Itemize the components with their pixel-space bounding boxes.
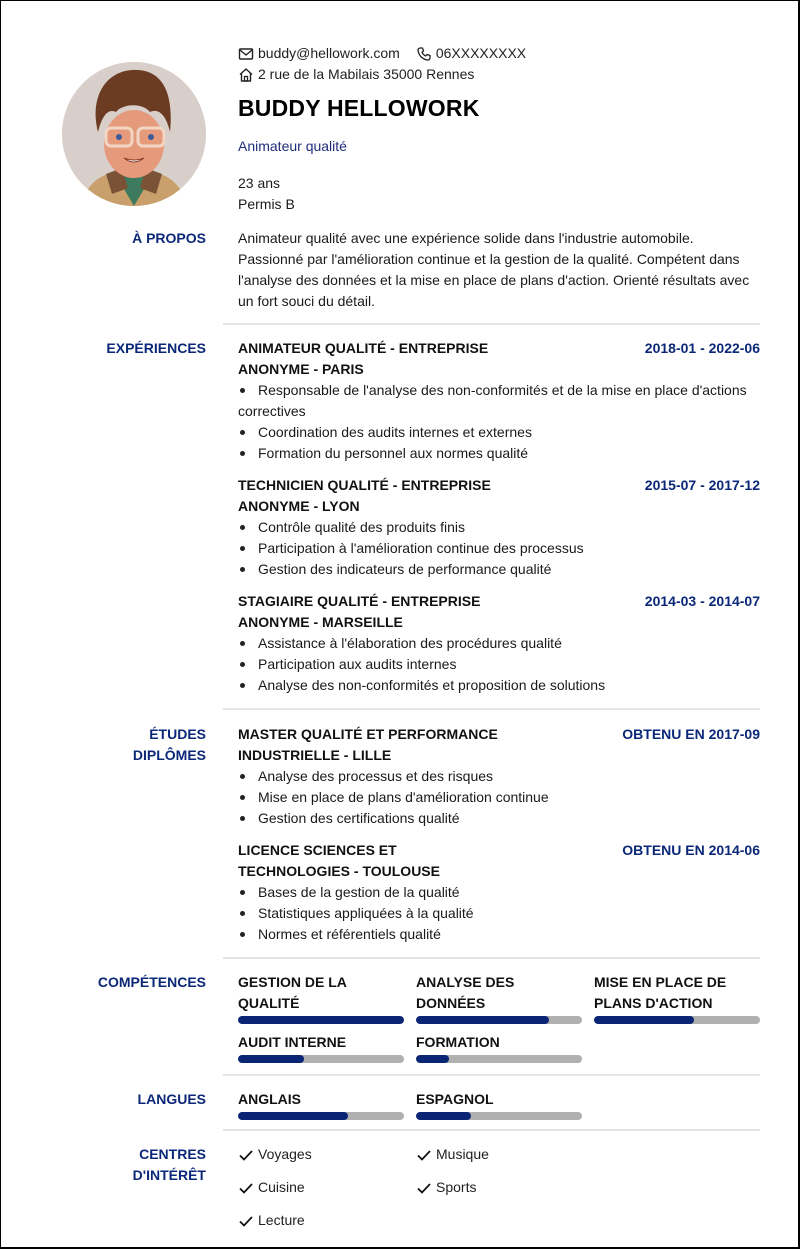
interest-item (238, 1177, 416, 1198)
about-text: Animateur qualité avec une expérience solide dans l'industrie automobile. Passionné par l'amélioration continue et la gestion de la qualité. Compétent dans l'analyse des données et la mise en place de plans d'action. Orienté résultats avec un fort souci du détail. (238, 230, 750, 309)
experience-entry (238, 338, 760, 464)
bullet-item: Assistance à l'élaboration des procédures qualité (238, 633, 760, 654)
candidate-name: BUDDY HELLOWORK (238, 95, 480, 121)
bullet-item: Analyse des processus et des risques (238, 766, 760, 787)
interests-list (238, 1144, 760, 1231)
interest-label: Sports (436, 1179, 477, 1195)
skill-name: FORMATION (416, 1034, 500, 1050)
about-heading: À PROPOS (132, 230, 206, 246)
bullet-item: Analyse des non-conformités et proposition de solutions (238, 675, 760, 696)
education-title: LICENCE SCIENCES ET TECHNOLOGIES - TOULOUSE (238, 842, 440, 879)
address-text: 2 rue de la Mabilais 35000 Rennes (258, 66, 475, 82)
bullet-item: Gestion des indicateurs de performance qualité (238, 559, 760, 580)
bullet-item: Participation aux audits internes (238, 654, 760, 675)
skill-name: AUDIT INTERNE (238, 1034, 347, 1050)
skill-level-fill (416, 1016, 549, 1024)
interests-heading (61, 1144, 206, 1186)
bullet-item: Formation du personnel aux normes qualité (238, 443, 760, 464)
divider (223, 708, 760, 710)
education-list (238, 724, 760, 956)
avatar (62, 62, 206, 206)
experiences-list (238, 338, 760, 707)
skill-item (594, 972, 760, 1024)
contact-row (238, 43, 760, 64)
divider (223, 1074, 760, 1076)
check-icon (238, 1213, 254, 1229)
language-item (238, 1089, 404, 1120)
bullet-item: Contrôle qualité des produits finis (238, 517, 760, 538)
skill-level-bar (238, 1016, 404, 1024)
education-heading (61, 724, 206, 766)
experience-title: ANIMATEUR QUALITÉ - ENTREPRISE ANONYME - PARIS (238, 340, 489, 377)
bullet-item: Participation à l'amélioration continue des processus (238, 538, 760, 559)
address-contact (238, 64, 474, 85)
education-heading-line2: DIPLÔMES (132, 747, 206, 763)
interest-label: Voyages (258, 1146, 312, 1162)
language-name: ESPAGNOL (416, 1091, 494, 1107)
language-name: ANGLAIS (238, 1091, 301, 1107)
check-icon (416, 1147, 432, 1163)
skill-name: MISE EN PLACE DE PLANS D'ACTION (594, 974, 727, 1011)
bullet-item: Coordination des audits internes et externes (238, 422, 760, 443)
skill-item (416, 972, 582, 1024)
skills-heading: COMPÉTENCES (97, 974, 206, 990)
skill-level-bar (416, 1055, 582, 1063)
skill-level-fill (416, 1055, 449, 1063)
bullet-item: Normes et référentiels qualité (238, 924, 760, 945)
skill-level-fill (238, 1055, 304, 1063)
check-icon (416, 1180, 432, 1196)
email-text: buddy@hellowork.com (258, 45, 400, 61)
interests-heading-line2: D'INTÉRÊT (132, 1167, 206, 1183)
education-bullets (238, 766, 760, 829)
skill-name: GESTION DE LA QUALITÉ (238, 974, 347, 1011)
bullet-item: Bases de la gestion de la qualité (238, 882, 760, 903)
phone-icon (416, 46, 432, 62)
experience-title: STAGIAIRE QUALITÉ - ENTREPRISE ANONYME - MARSEILLE (238, 593, 481, 630)
skill-name: ANALYSE DES DONNÉES (416, 974, 515, 1011)
phone-text: 06XXXXXXXX (435, 45, 527, 61)
languages-grid (238, 1089, 760, 1120)
experience-bullets (238, 517, 760, 580)
skill-item (238, 972, 404, 1024)
skill-item (416, 1032, 582, 1063)
interest-item (238, 1144, 416, 1165)
interest-item (416, 1144, 594, 1165)
check-icon (238, 1147, 254, 1163)
education-heading-line1: ÉTUDES (149, 726, 206, 742)
address-row (238, 64, 760, 85)
skill-level-fill (594, 1016, 694, 1024)
divider (223, 1129, 760, 1131)
education-entry (238, 724, 760, 829)
education-title: MASTER QUALITÉ ET PERFORMANCE INDUSTRIELLE - LILLE (238, 726, 498, 763)
skill-level-bar (416, 1016, 582, 1024)
divider (223, 957, 760, 959)
check-icon (238, 1180, 254, 1196)
experience-entry (238, 475, 760, 580)
driving-license: Permis B (238, 196, 295, 212)
experience-bullets (238, 380, 760, 464)
interests-heading-line1: CENTRES (139, 1146, 206, 1162)
bullet-item: Gestion des certifications qualité (238, 808, 760, 829)
education-date: OBTENU EN 2017-09 (622, 726, 760, 742)
language-level-bar (238, 1112, 404, 1120)
skills-grid (238, 972, 760, 1063)
envelope-icon (238, 46, 254, 62)
experience-date: 2018-01 - 2022-06 (644, 340, 760, 356)
bullet-item: Mise en place de plans d'amélioration continue (238, 787, 760, 808)
language-level-bar (416, 1112, 582, 1120)
divider (223, 323, 760, 325)
resume-header (238, 43, 760, 215)
age: 23 ans (238, 175, 281, 191)
interest-label: Musique (436, 1146, 489, 1162)
interest-label: Lecture (258, 1212, 305, 1228)
experience-bullets (238, 633, 760, 696)
experience-date: 2015-07 - 2017-12 (644, 477, 760, 493)
experience-title: TECHNICIEN QUALITÉ - ENTREPRISE ANONYME - LYON (238, 477, 491, 514)
skill-level-fill (238, 1016, 404, 1024)
experience-date: 2014-03 - 2014-07 (644, 593, 760, 609)
personal-info (238, 173, 760, 215)
phone-contact[interactable] (416, 43, 526, 64)
interest-label: Cuisine (258, 1179, 305, 1195)
language-level-fill (416, 1112, 471, 1120)
language-item (416, 1089, 582, 1120)
bullet-item: Responsable de l'analyse des non-conformités et de la mise en place d'actions correctives (238, 380, 760, 422)
interest-item (416, 1177, 594, 1198)
experience-entry (238, 591, 760, 696)
language-level-fill (238, 1112, 348, 1120)
avatar-illustration (62, 62, 206, 206)
skill-level-bar (594, 1016, 760, 1024)
skill-item (238, 1032, 404, 1063)
skill-level-bar (238, 1055, 404, 1063)
experiences-heading: EXPÉRIENCES (106, 340, 206, 356)
interest-item (238, 1210, 416, 1231)
education-date: OBTENU EN 2014-06 (622, 842, 760, 858)
email-contact[interactable] (238, 43, 400, 64)
job-title: Animateur qualité (238, 138, 347, 154)
languages-heading: LANGUES (137, 1091, 206, 1107)
home-icon (238, 67, 254, 83)
bullet-item: Statistiques appliquées à la qualité (238, 903, 760, 924)
education-entry (238, 840, 760, 945)
education-bullets (238, 882, 760, 945)
